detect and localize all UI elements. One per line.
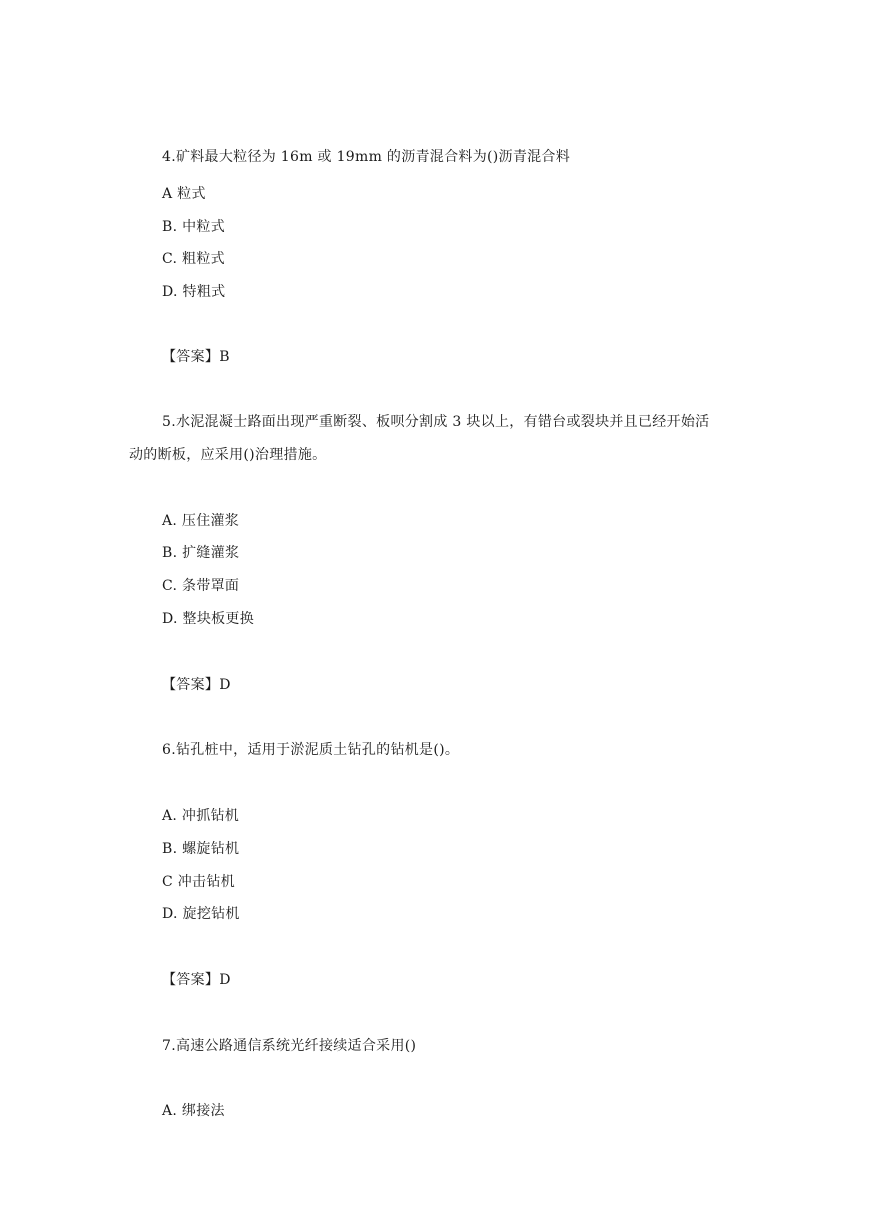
question-4-option-a: A 粒式: [162, 186, 206, 202]
question-6-option-a: A. 冲抓钻机: [162, 808, 240, 824]
question-6-option-c: C 冲击钻机: [162, 874, 235, 890]
question-6-option-d: D. 旋挖钻机: [162, 906, 240, 922]
question-5-option-a: A. 压住灌浆: [162, 513, 240, 529]
question-4-option-c: C. 粗粒式: [162, 251, 225, 267]
question-5-option-d: D. 整块板更换: [162, 611, 255, 627]
question-5-stem-line-1: 5.水泥混凝士路面出现严重断裂、板呗分割成 3 块以上，有错台或裂块并且已经开始活: [162, 414, 710, 430]
question-5-option-b: B. 扩缝灌浆: [162, 545, 240, 561]
question-6-answer: 【答案】D: [162, 972, 231, 988]
question-5-answer: 【答案】D: [162, 677, 231, 693]
question-6-option-b: B. 螺旋钻机: [162, 841, 240, 857]
question-6-stem: 6.钻孔桩中，适用于淤泥质土钻孔的钻机是()。: [162, 742, 460, 758]
question-4-option-b: B. 中粒式: [162, 219, 225, 235]
question-7-option-a: A. 绑接法: [162, 1103, 225, 1119]
question-5-stem-line-2: 动的断板，应采用()治理措施。: [129, 447, 327, 463]
question-4-option-d: D. 特粗式: [162, 284, 226, 300]
question-4-answer: 【答案】B: [162, 349, 230, 365]
question-5-option-c: C. 条带罩面: [162, 578, 240, 594]
question-4-stem: 4.矿料最大粒径为 16m 或 19mm 的沥青混合料为()沥青混合料: [162, 149, 571, 165]
question-7-stem: 7.高速公路通信系统光纤接续适合采用(): [162, 1038, 417, 1054]
